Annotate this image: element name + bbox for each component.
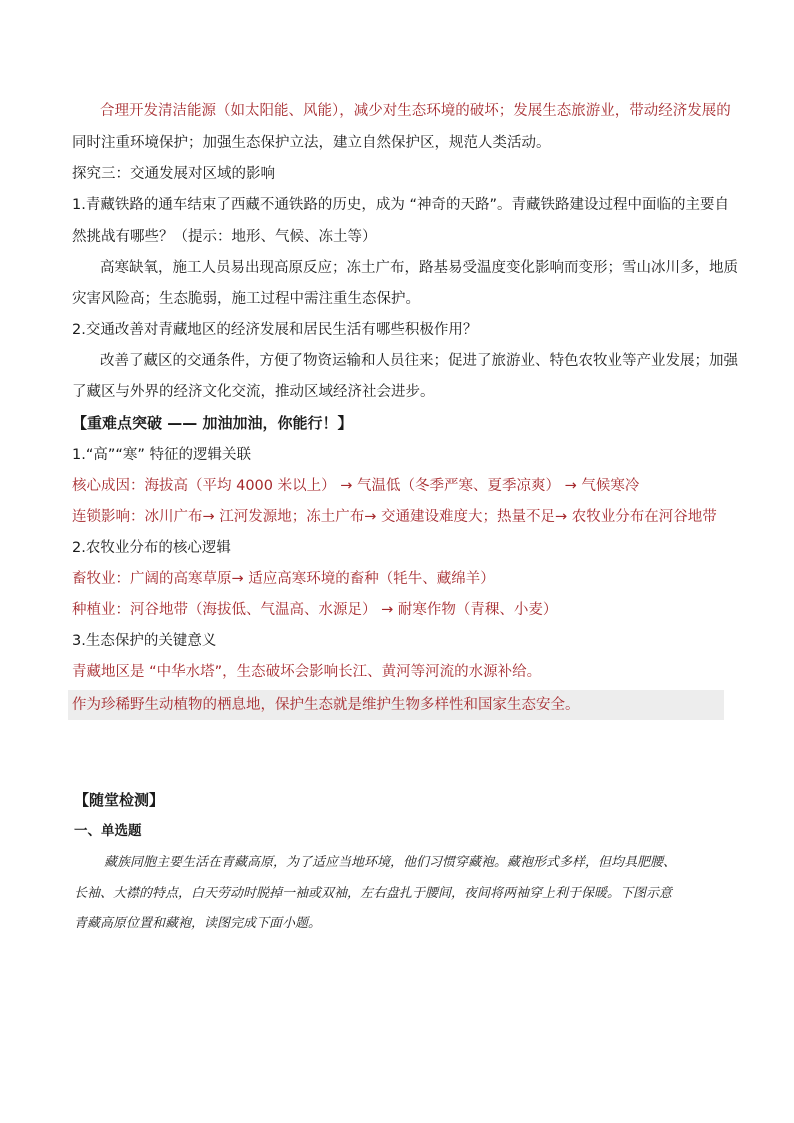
- arrow-icon: →: [381, 602, 394, 618]
- answer-paragraph-line: 同时注重环境保护；加强生态保护立法，建立自然保护区，规范人类活动。: [72, 135, 551, 151]
- farming-a: 河谷地带（海拔低、气温高、水源足）: [130, 602, 377, 618]
- chain-effect-b: 江河发源地；冻土广布: [219, 509, 365, 525]
- farming-line: [72, 600, 724, 620]
- question-1-line: 1.青藏铁路的通车结束了西藏不通铁路的历史，成为 “神奇的天路”。青藏铁路建设过程中面临的主要自: [72, 197, 729, 213]
- eco-significance-line-2: 作为珍稀野生动植物的栖息地，保护生态就是维护生物多样性和国家生态安全。: [72, 697, 580, 713]
- eco-significance-a: 青藏地区是: [72, 664, 150, 680]
- eco-significance-line: [72, 662, 724, 682]
- arrow-icon: →: [364, 509, 377, 525]
- question-1-line: 然挑战有哪些？（提示：地形、气候、冻土等）: [72, 229, 377, 245]
- breakthrough-title: 【重难点突破 —— 加油加油，你能行！】: [72, 414, 353, 432]
- chain-effect-label: 连锁影响：: [72, 509, 145, 525]
- arrow-icon: →: [555, 509, 568, 525]
- herding-a: 广阔的高寒草原: [130, 571, 232, 587]
- herding-label: 畜牧业：: [72, 571, 130, 587]
- inquiry-title: 探究三：交通发展对区域的影响: [72, 166, 275, 182]
- eco-significance-b: “中华水塔”，生态破坏会影响长江、黄河等河流的水源补给。: [149, 664, 542, 680]
- quiz-intro-line: 藏族同胞主要生活在青藏高原，为了适应当地环境，他们习惯穿藏袍。藏袍形式多样，但均具肥腰、: [104, 855, 677, 870]
- arrow-icon: →: [564, 478, 577, 494]
- question-2: 2.交通改善对青藏地区的经济发展和居民生活有哪些积极作用？: [72, 322, 478, 338]
- point-3-title: 3.生态保护的关键意义: [72, 633, 217, 649]
- answer-2-line: 改善了藏区的交通条件，方便了物资运输和人员往来；促进了旅游业、特色农牧业等产业发展；加强: [100, 353, 738, 369]
- point-1-title: 1.“高”“寒” 特征的逻辑关联: [72, 447, 251, 463]
- arrow-icon: →: [340, 478, 353, 494]
- chain-effect-line: [72, 507, 724, 527]
- core-cause-a: 海拔高（平均 4000 米以上）: [144, 478, 336, 494]
- core-cause-b: 气温低（冬季严寒、夏季凉爽）: [357, 478, 560, 494]
- answer-2-line: 了藏区与外界的经济文化交流，推动区域经济社会进步。: [72, 384, 435, 400]
- core-cause-label: 核心成因：: [72, 478, 145, 494]
- point-2-title: 2.农牧业分布的核心逻辑: [72, 540, 231, 556]
- quiz-section-title: 一、单选题: [74, 823, 142, 839]
- chain-effect-c: 交通建设难度大；热量不足: [381, 509, 556, 525]
- arrow-icon: →: [202, 509, 215, 525]
- farming-label: 种植业：: [72, 602, 130, 618]
- core-cause-c: 气候寒冷: [581, 478, 640, 494]
- chain-effect-d: 农牧业分布在河谷地带: [571, 509, 717, 525]
- herding-line: [72, 569, 724, 589]
- quiz-intro-line: 青藏高原位置和藏袍，读图完成下面小题。: [74, 916, 322, 931]
- quiz-intro-line: 长袖、大襟的特点，白天劳动时脱掉一袖或双袖，左右盘扎于腰间，夜间将两袖穿上利于保暖。下图示意: [74, 886, 673, 901]
- arrow-icon: →: [231, 571, 244, 587]
- answer-paragraph-line: 合理开发清洁能源（如太阳能、风能），减少对生态环境的破坏；发展生态旅游业，带动经济发展的: [100, 103, 731, 119]
- answer-1-line: 灾害风险高；生态脆弱，施工过程中需注重生态保护。: [72, 291, 420, 307]
- quiz-title: 【随堂检测】: [74, 791, 165, 809]
- chain-effect-a: 冰川广布: [144, 509, 203, 525]
- answer-1-line: 高寒缺氧，施工人员易出现高原反应；冻土广布，路基易受温度变化影响而变形；雪山冰川多，地质: [100, 260, 738, 276]
- farming-b: 耐寒作物（青稞、小麦）: [397, 602, 558, 618]
- herding-b: 适应高寒环境的畜种（牦牛、藏绵羊）: [248, 571, 495, 587]
- core-cause-line: [72, 476, 724, 496]
